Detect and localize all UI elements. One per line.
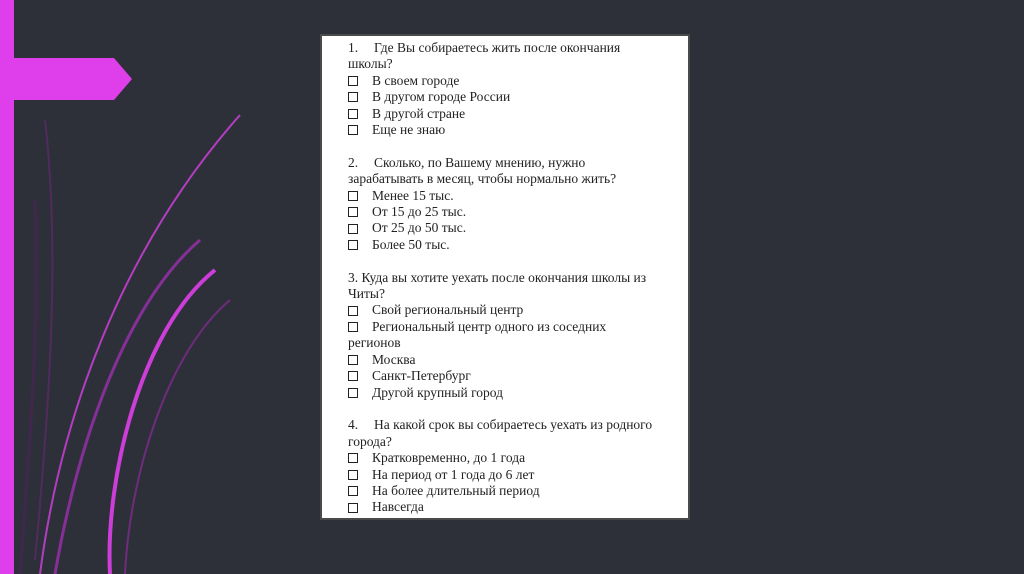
option-checkbox[interactable]: В другом городе России [348, 89, 678, 105]
option-continuation: регионов [348, 335, 401, 351]
question-3-line2: Читы? [348, 286, 385, 302]
checkbox-icon[interactable] [348, 76, 358, 86]
checkbox-icon[interactable] [348, 470, 358, 480]
question-3-line1: 3. Куда вы хотите уехать после окончания школы из [348, 269, 647, 285]
question-4-line1: 4. На какой срок вы собираетесь уехать из родного [348, 417, 653, 433]
checkbox-icon[interactable] [348, 503, 358, 513]
option-checkbox[interactable]: Региональный центр одного из соседних [348, 319, 678, 335]
checkbox-icon[interactable] [348, 109, 358, 119]
question-1-line1: 1. Где Вы собираетесь жить после окончания [348, 40, 621, 55]
option-checkbox[interactable]: В своем городе [348, 73, 678, 89]
checkbox-icon[interactable] [348, 453, 358, 463]
checkbox-icon[interactable] [348, 240, 358, 250]
option-checkbox[interactable]: Навсегда [348, 499, 678, 515]
option-checkbox[interactable]: Менее 15 тыс. [348, 188, 678, 204]
option-checkbox[interactable]: Санкт-Петербург [348, 368, 678, 384]
checkbox-icon[interactable] [348, 388, 358, 398]
decorative-swooshes [0, 0, 300, 574]
option-checkbox[interactable]: Другой крупный город [348, 385, 678, 401]
option-checkbox[interactable]: В другой стране [348, 106, 678, 122]
question-1-number: 1. [348, 40, 359, 55]
option-checkbox[interactable]: На более длительный период [348, 483, 678, 499]
question-1-line2: школы? [348, 56, 393, 72]
question-2-number: 2. [348, 154, 359, 170]
option-checkbox[interactable]: Еще не знаю [348, 122, 678, 138]
checkbox-icon[interactable] [348, 306, 358, 316]
checkbox-icon[interactable] [348, 224, 358, 234]
option-checkbox[interactable]: Кратковременно, до 1 года [348, 450, 678, 466]
question-4-number: 4. [348, 417, 359, 433]
survey-document [320, 34, 690, 520]
question-2-line1: 2. Сколько, по Вашему мнению, нужно [348, 154, 586, 170]
checkbox-icon[interactable] [348, 207, 358, 217]
checkbox-icon[interactable] [348, 125, 358, 135]
checkbox-icon[interactable] [348, 191, 358, 201]
option-checkbox[interactable]: Более 50 тыс. [348, 237, 678, 253]
checkbox-icon[interactable] [348, 322, 358, 332]
option-checkbox[interactable]: От 25 до 50 тыс. [348, 220, 678, 236]
question-4-line2: города? [348, 433, 392, 449]
option-checkbox[interactable]: Москва [348, 352, 678, 368]
option-checkbox[interactable]: На период от 1 года до 6 лет [348, 467, 678, 483]
option-checkbox[interactable]: Свой региональный центр [348, 302, 678, 318]
checkbox-icon[interactable] [348, 92, 358, 102]
checkbox-icon[interactable] [348, 371, 358, 381]
checkbox-icon[interactable] [348, 486, 358, 496]
question-2-line2: зарабатывать в месяц, чтобы нормально жить? [348, 171, 617, 187]
option-checkbox[interactable]: От 15 до 25 тыс. [348, 204, 678, 220]
checkbox-icon[interactable] [348, 355, 358, 365]
